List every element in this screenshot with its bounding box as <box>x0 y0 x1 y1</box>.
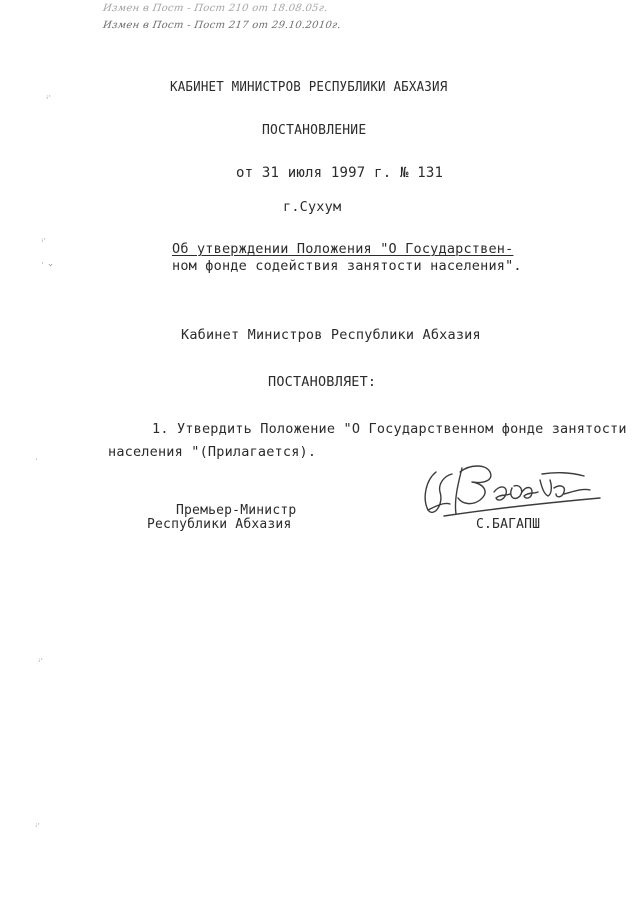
signatory-title-2: Республики Абхазия <box>147 517 292 532</box>
preamble: Кабинет Министров Республики Абхазия <box>181 327 481 343</box>
scan-mark: · <box>35 455 38 465</box>
subject-text-1: Об утверждении Положения "О Государствен- <box>172 241 514 257</box>
subject-line-1 <box>172 241 513 257</box>
date-and-number: от 31 июля 1997 г. № 131 <box>236 165 444 181</box>
handwritten-signature <box>414 458 614 520</box>
organization-header: КАБИНЕТ МИНИСТРОВ РЕСПУБЛИКИ АБХАЗИЯ <box>170 80 448 95</box>
resolves-heading: ПОСТАНОВЛЯЕТ: <box>268 374 377 390</box>
item-1-line-1: 1. Утвердить Положение "О Государственном фонде занятости <box>152 421 627 437</box>
item-1-line-2: населения "(Прилагается). <box>108 444 317 460</box>
handwritten-note-2: Измен в Пост - Пост 217 от 29.10.2010г. <box>102 20 342 31</box>
scan-mark: ꜟ· <box>46 92 52 102</box>
scan-mark: · ⌄ <box>41 259 55 269</box>
scan-mark: ꜟ· <box>38 655 44 665</box>
scan-mark: ꜟ· <box>35 820 41 830</box>
city: г.Сухум <box>283 199 342 215</box>
subject-line-2: ном фонде содействия занятости населения". <box>172 258 522 274</box>
document-type: ПОСТАНОВЛЕНИЕ <box>262 123 367 138</box>
handwritten-note-1: Измен в Пост - Пост 210 от 18.08.05г. <box>102 3 329 14</box>
signatory-name: С.БАГАПШ <box>476 517 541 532</box>
signatory-title-1: Премьер-Министр <box>176 503 297 518</box>
scan-mark: ꜟ· <box>41 235 47 245</box>
